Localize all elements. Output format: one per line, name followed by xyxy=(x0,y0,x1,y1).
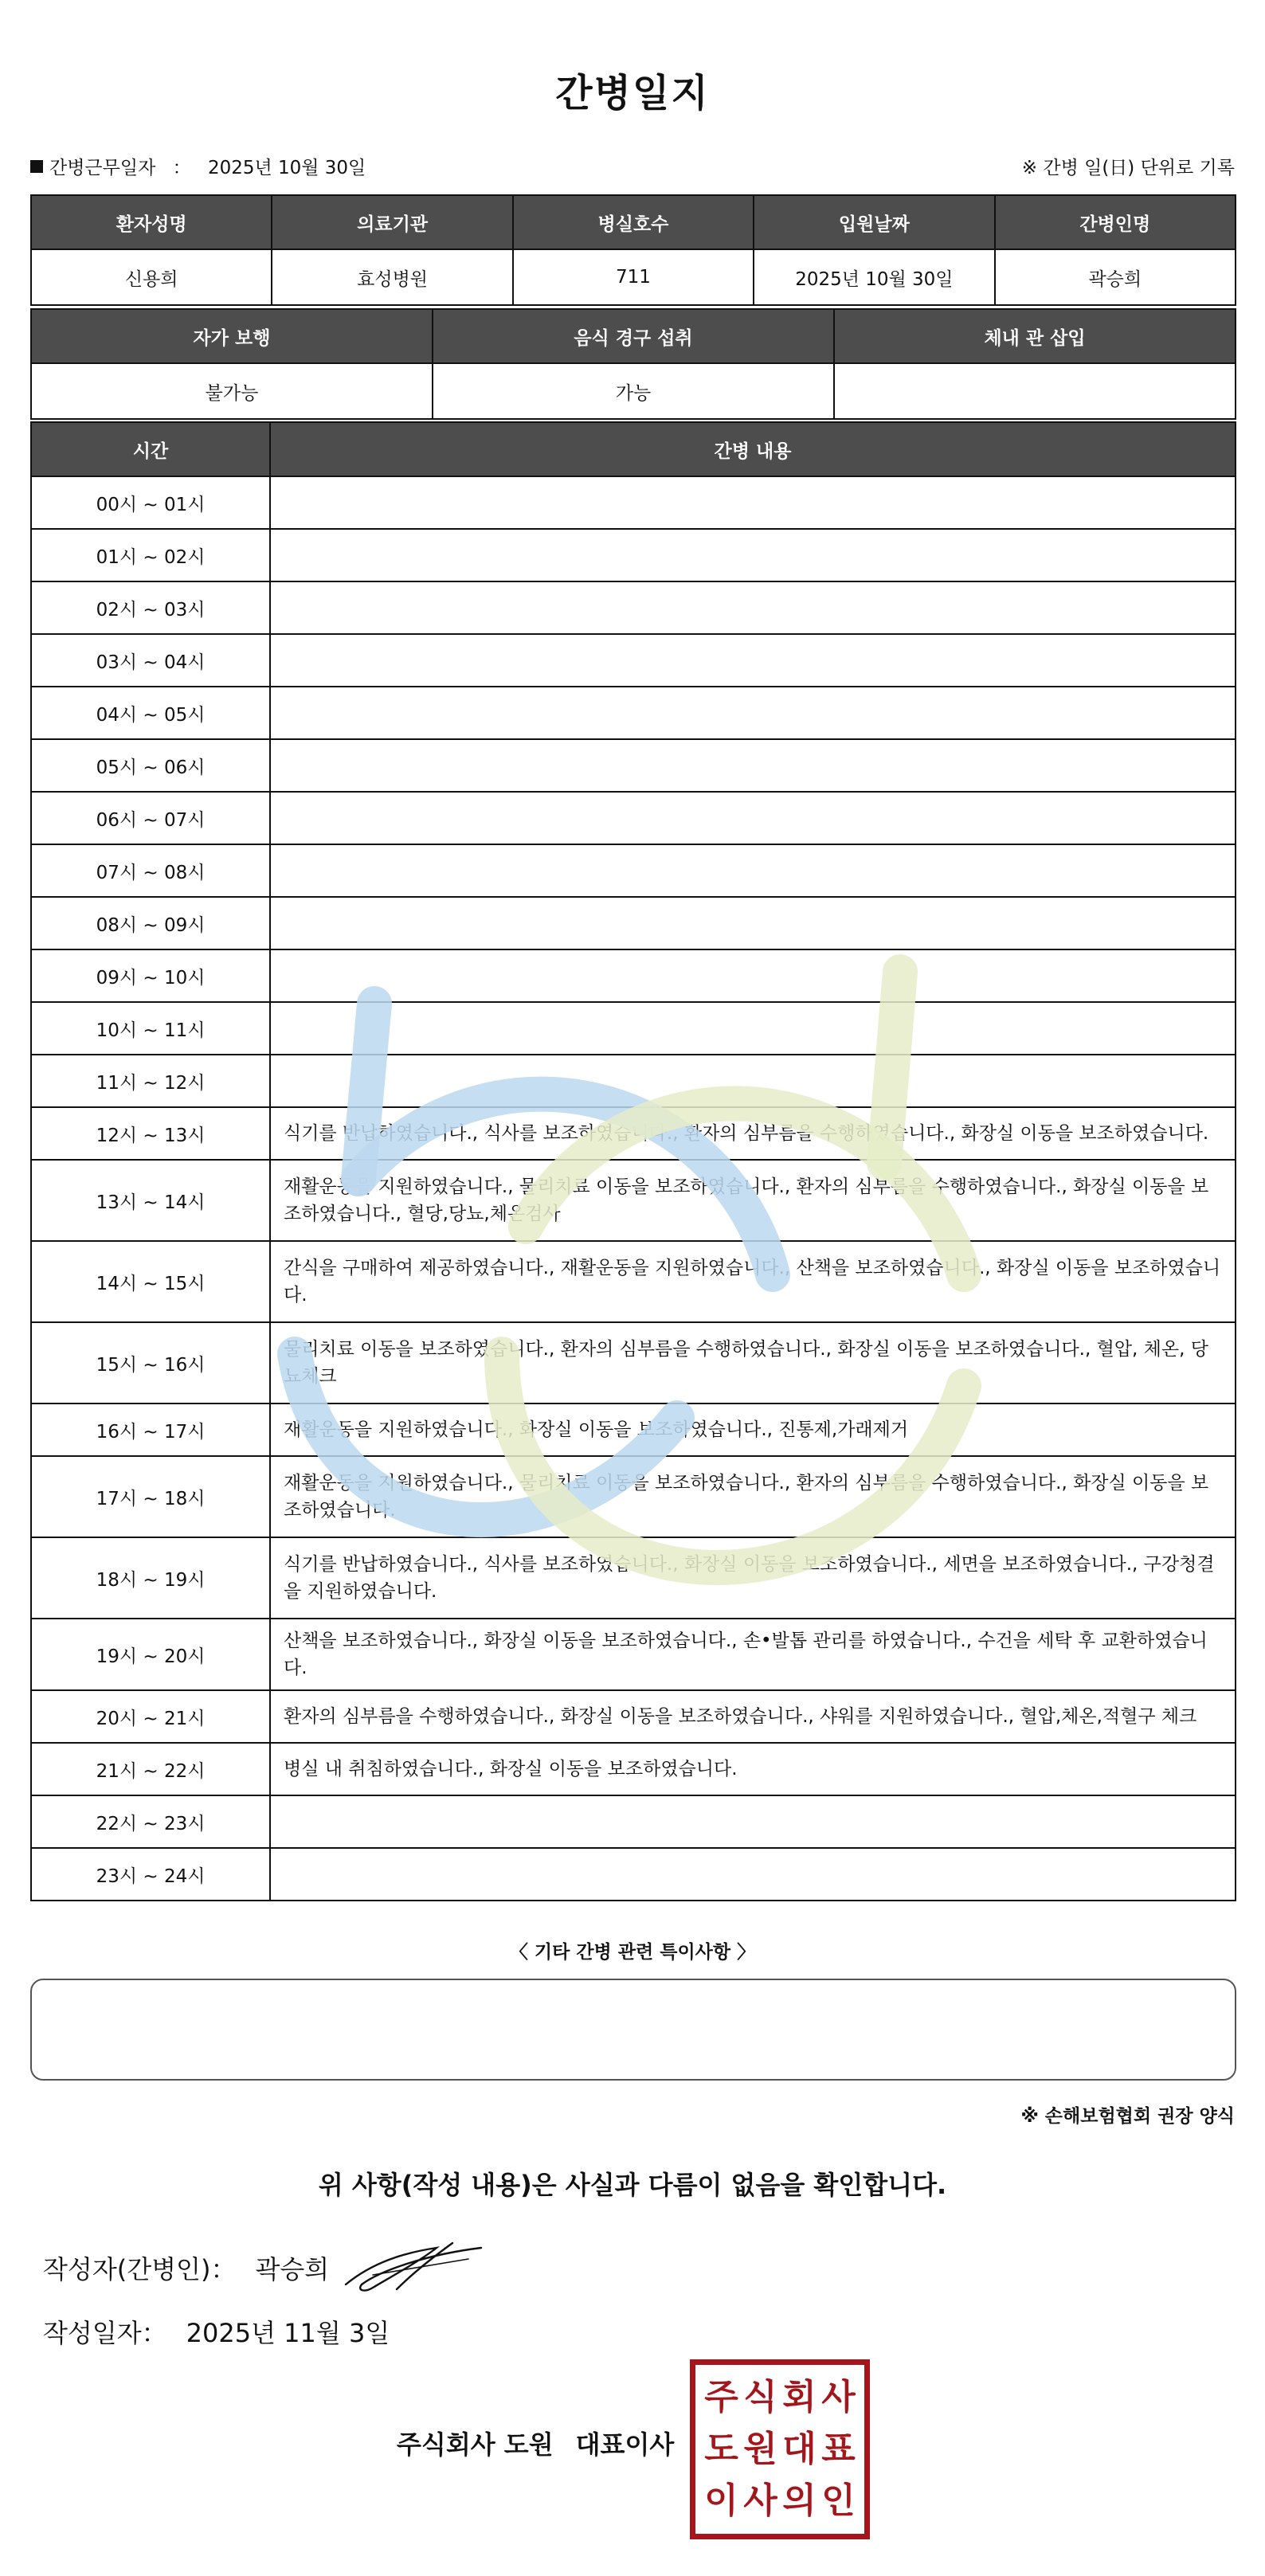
schedule-content xyxy=(270,1055,1236,1107)
schedule-content xyxy=(270,897,1236,949)
writer-name: 곽승희 xyxy=(255,2254,330,2284)
schedule-body xyxy=(31,476,1236,1901)
work-date-separator: ： xyxy=(172,158,191,178)
schedule-time: 10시 ~ 11시 xyxy=(31,1002,270,1055)
schedule-row xyxy=(31,739,1236,792)
header-oral-intake: 음식 경구 섭취 xyxy=(433,309,834,363)
header-self-walking: 자가 보행 xyxy=(31,309,433,363)
schedule-time: 16시 ~ 17시 xyxy=(31,1403,270,1456)
schedule-content: 재활운동을 지원하였습니다., 화장실 이동을 보조하였습니다., 진통제,가래제거 xyxy=(270,1403,1236,1456)
work-date-line xyxy=(30,153,366,179)
tube-insertion-value xyxy=(834,363,1236,419)
company-line xyxy=(397,2425,674,2461)
schedule-content: 재활운동을 지원하였습니다., 물리치료 이동을 보조하였습니다., 환자의 심부름을 수행하였습니다., 화장실 이동을 보조하였습니다. xyxy=(270,1456,1236,1537)
schedule-row xyxy=(31,581,1236,634)
schedule-time: 07시 ~ 08시 xyxy=(31,844,270,897)
written-date-value: 2025년 11월 3일 xyxy=(186,2318,390,2348)
schedule-content xyxy=(270,1795,1236,1848)
schedule-row xyxy=(31,897,1236,949)
hospital-name: 효성병원 xyxy=(272,249,512,305)
schedule-time: 06시 ~ 07시 xyxy=(31,792,270,844)
signature-image xyxy=(341,2238,484,2296)
schedule-content: 환자의 심부름을 수행하였습니다., 화장실 이동을 보조하였습니다., 샤워를 지원하였습니다., 혈압,체온,적혈구 체크 xyxy=(270,1690,1236,1743)
schedule-time: 15시 ~ 16시 xyxy=(31,1322,270,1403)
schedule-header-row xyxy=(31,422,1236,476)
schedule-row xyxy=(31,1456,1236,1537)
recommended-form-note: ※ 손해보험협회 권장 양식 xyxy=(1020,2106,1235,2127)
schedule-row xyxy=(31,1619,1236,1690)
schedule-content xyxy=(270,634,1236,687)
patient-info-header-row xyxy=(31,195,1236,249)
schedule-row xyxy=(31,1107,1236,1160)
schedule-time: 20시 ~ 21시 xyxy=(31,1690,270,1743)
schedule-content: 물리치료 이동을 보조하였습니다., 환자의 심부름을 수행하였습니다., 화장실 이동을 보조하였습니다., 혈압, 체온, 당뇨체크 xyxy=(270,1322,1236,1403)
schedule-content xyxy=(270,476,1236,529)
seal-character: 사 xyxy=(743,2480,777,2522)
schedule-content xyxy=(270,529,1236,581)
writer-line xyxy=(43,2249,329,2286)
header-hospital: 의료기관 xyxy=(272,195,512,249)
seal-character: 인 xyxy=(821,2480,856,2522)
seal-character: 이 xyxy=(704,2480,738,2522)
schedule-time: 14시 ~ 15시 xyxy=(31,1241,270,1322)
schedule-content xyxy=(270,949,1236,1002)
work-date-value: 2025년 10월 30일 xyxy=(207,158,366,178)
schedule-time: 23시 ~ 24시 xyxy=(31,1848,270,1901)
schedule-row xyxy=(31,1690,1236,1743)
schedule-content xyxy=(270,1848,1236,1901)
schedule-time: 13시 ~ 14시 xyxy=(31,1160,270,1241)
schedule-row xyxy=(31,1403,1236,1456)
unit-note: ※ 간병 일(日) 단위로 기록 xyxy=(1021,158,1235,178)
schedule-time: 01시 ~ 02시 xyxy=(31,529,270,581)
schedule-time: 17시 ~ 18시 xyxy=(31,1456,270,1537)
schedule-time: 11시 ~ 12시 xyxy=(31,1055,270,1107)
schedule-content: 재활운동을 지원하였습니다., 물리치료 이동을 보조하였습니다., 환자의 심부름을 수행하였습니다., 화장실 이동을 보조하였습니다., 혈당,당뇨,체온검사 xyxy=(270,1160,1236,1241)
header-tube-insertion: 체내 관 삽입 xyxy=(834,309,1236,363)
written-date-label: 작성일자： xyxy=(43,2318,167,2348)
patient-status-table xyxy=(30,308,1236,420)
header-admission-date: 입원날짜 xyxy=(754,195,994,249)
header-time: 시간 xyxy=(31,422,270,476)
seal-character: 의 xyxy=(782,2480,817,2522)
schedule-row xyxy=(31,1241,1236,1322)
schedule-time: 21시 ~ 22시 xyxy=(31,1743,270,1795)
schedule-row xyxy=(31,634,1236,687)
seal-character: 회 xyxy=(782,2376,817,2417)
schedule-time: 22시 ~ 23시 xyxy=(31,1795,270,1848)
seal-character: 표 xyxy=(821,2428,856,2469)
schedule-time: 00시 ~ 01시 xyxy=(31,476,270,529)
schedule-row xyxy=(31,687,1236,739)
writer-label: 작성자(간병인)： xyxy=(43,2254,237,2284)
schedule-content: 병실 내 취침하였습니다., 화장실 이동을 보조하였습니다. xyxy=(270,1743,1236,1795)
schedule-row xyxy=(31,1537,1236,1619)
schedule-row xyxy=(31,1055,1236,1107)
admission-date: 2025년 10월 30일 xyxy=(754,249,994,305)
schedule-content xyxy=(270,687,1236,739)
schedule-content: 간식을 구매하여 제공하였습니다., 재활운동을 지원하였습니다., 산책을 보조하였습니다., 화장실 이동을 보조하였습니다. xyxy=(270,1241,1236,1322)
oral-intake-value: 가능 xyxy=(433,363,834,419)
status-header-row xyxy=(31,309,1236,363)
schedule-row xyxy=(31,1743,1236,1795)
header-care-content: 간병 내용 xyxy=(270,422,1236,476)
schedule-row xyxy=(31,1160,1236,1241)
caregiver-name: 곽승희 xyxy=(995,249,1236,305)
schedule-row xyxy=(31,1848,1236,1901)
schedule-row xyxy=(31,476,1236,529)
schedule-time: 12시 ~ 13시 xyxy=(31,1107,270,1160)
written-date-line xyxy=(43,2313,390,2350)
schedule-row xyxy=(31,949,1236,1002)
seal-character: 사 xyxy=(821,2376,856,2417)
schedule-row xyxy=(31,792,1236,844)
care-schedule-table xyxy=(30,421,1236,1901)
patient-info-value-row xyxy=(31,249,1236,305)
schedule-content xyxy=(270,581,1236,634)
patient-info-table xyxy=(30,194,1236,306)
schedule-content: 산책을 보조하였습니다., 화장실 이동을 보조하였습니다., 손•발톱 관리를 하였습니다., 수건을 세탁 후 교환하였습니다. xyxy=(270,1619,1236,1690)
seal-character: 주 xyxy=(704,2376,738,2417)
room-number: 711 xyxy=(513,249,754,305)
schedule-content xyxy=(270,1002,1236,1055)
seal-character: 대 xyxy=(782,2428,817,2469)
company-seal-stamp xyxy=(690,2359,870,2539)
schedule-content xyxy=(270,844,1236,897)
document-title: 간병일지 xyxy=(555,71,710,115)
schedule-time: 19시 ~ 20시 xyxy=(31,1619,270,1690)
schedule-time: 02시 ~ 03시 xyxy=(31,581,270,634)
schedule-time: 03시 ~ 04시 xyxy=(31,634,270,687)
schedule-content xyxy=(270,792,1236,844)
confirmation-statement: 위 사항(작성 내용)은 사실과 다름이 없음을 확인합니다. xyxy=(318,2170,947,2200)
bullet-square-icon xyxy=(30,160,43,173)
company-name: 주식회사 도원 xyxy=(397,2429,554,2460)
schedule-row xyxy=(31,844,1236,897)
header-room-number: 병실호수 xyxy=(513,195,754,249)
company-representative: 대표이사 xyxy=(575,2429,675,2460)
schedule-row xyxy=(31,1322,1236,1403)
schedule-content: 식기를 반납하였습니다., 식사를 보조하였습니다., 환자의 심부름을 수행하였습니다., 화장실 이동을 보조하였습니다. xyxy=(270,1107,1236,1160)
seal-character: 식 xyxy=(743,2376,777,2417)
schedule-row xyxy=(31,1002,1236,1055)
header-caregiver-name: 간병인명 xyxy=(995,195,1236,249)
schedule-row xyxy=(31,529,1236,581)
notes-title: 〈 기타 간병 관련 특이사항 〉 xyxy=(509,1942,756,1963)
schedule-time: 05시 ~ 06시 xyxy=(31,739,270,792)
schedule-time: 18시 ~ 19시 xyxy=(31,1537,270,1619)
schedule-time: 04시 ~ 05시 xyxy=(31,687,270,739)
status-value-row xyxy=(31,363,1236,419)
header-patient-name: 환자성명 xyxy=(31,195,272,249)
schedule-time: 09시 ~ 10시 xyxy=(31,949,270,1002)
schedule-row xyxy=(31,1795,1236,1848)
notes-box xyxy=(30,1979,1236,2081)
self-walking-value: 불가능 xyxy=(31,363,433,419)
schedule-time: 08시 ~ 09시 xyxy=(31,897,270,949)
seal-characters xyxy=(702,2371,858,2527)
patient-name: 신용희 xyxy=(31,249,272,305)
work-date-label: 간병근무일자 xyxy=(49,158,156,178)
schedule-content xyxy=(270,739,1236,792)
seal-character: 도 xyxy=(704,2428,738,2469)
schedule-content: 식기를 반납하였습니다., 식사를 보조하였습니다., 화장실 이동을 보조하였습니다., 세면을 보조하였습니다., 구강청결을 지원하였습니다. xyxy=(270,1537,1236,1619)
seal-character: 원 xyxy=(743,2428,777,2469)
